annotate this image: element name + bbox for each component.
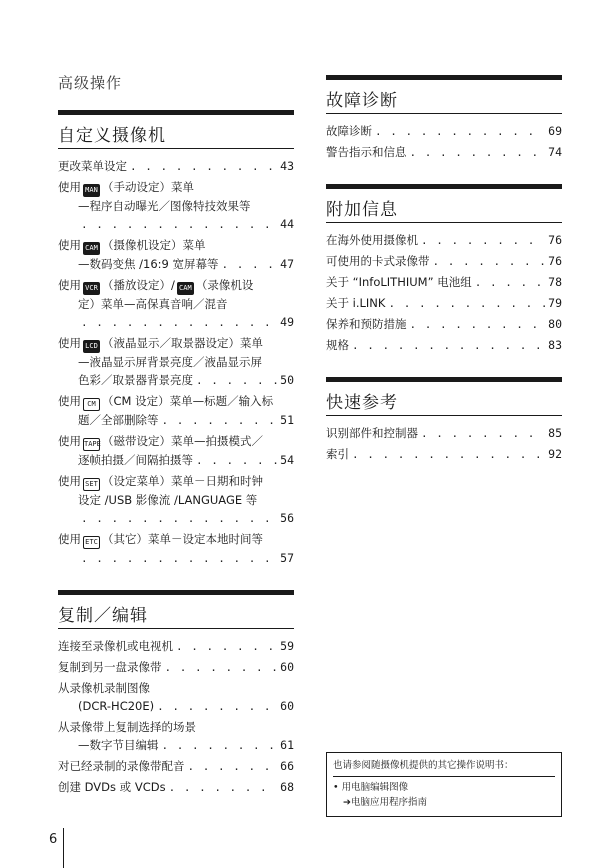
toc-entry[interactable]: 从录像机录制图像 (DCR-HC20E) . . . 60 <box>58 679 294 716</box>
section-title: 复制／编辑 <box>58 590 294 629</box>
page-number: 6 <box>49 832 58 847</box>
toc-entry[interactable]: 使用 CAM （摄像机设定）菜单 —数码变焦 /16:9 宽屏幕等 . . . 47 <box>58 236 294 274</box>
etc-menu-icon: ETC <box>83 536 100 549</box>
page-ref: 43 <box>280 159 294 173</box>
toc-entry[interactable]: 更改菜单设定 . . . 43 <box>58 157 294 176</box>
page-ref: 47 <box>280 257 294 271</box>
toc-entry[interactable]: 警告指示和信息 . . . 74 <box>326 143 562 162</box>
camera-settings-icon: CAM <box>83 242 100 255</box>
section-title: 故障诊断 <box>326 75 562 114</box>
section-dubbing <box>58 590 294 797</box>
toc-entry[interactable]: 故障诊断 . . . 69 <box>326 122 562 141</box>
page-ref: 50 <box>280 373 294 387</box>
cm-settings-icon: CM <box>83 398 100 411</box>
toc-entry[interactable]: 使用 SET （设定菜单）菜单－日期和时钟 设定 /USB 影像流 /LANGUAGE 等 . . . 56 <box>58 472 294 528</box>
playback-settings-icon: VCR <box>83 282 100 295</box>
section-troubleshooting <box>326 75 562 162</box>
toc-entry[interactable]: 创建 DVDs 或 VCDs . . . 68 <box>58 778 294 797</box>
right-column <box>326 75 562 486</box>
page-ref: 80 <box>548 317 562 331</box>
page-ref: 51 <box>280 413 294 427</box>
section-title: 快速参考 <box>326 377 562 416</box>
toc-entry[interactable]: 使用 LCD （液晶显示／取景器设定）菜单 —液晶显示屏背景亮度／液晶显示屏 色彩／取景器背景亮度 . . . 50 <box>58 334 294 390</box>
toc-entry[interactable]: 关于 “InfoLITHIUM” 电池组 . . . 78 <box>326 273 562 292</box>
page-ref: 44 <box>280 217 294 231</box>
page-ref: 76 <box>548 254 562 268</box>
page-ref: 60 <box>280 699 294 713</box>
section-custom <box>58 110 294 568</box>
note-item: • 用电脑编辑图像 <box>333 782 409 793</box>
page-ref: 83 <box>548 338 562 352</box>
page-ref: 85 <box>548 426 562 440</box>
toc-entry[interactable]: 保养和预防措施 . . . 80 <box>326 315 562 334</box>
page-ref: 74 <box>548 145 562 159</box>
page-ref: 68 <box>280 780 294 794</box>
page-ref: 54 <box>280 453 294 467</box>
note-header: 也请参阅随摄像机提供的其它操作说明书： <box>333 760 514 771</box>
toc-entry[interactable]: 连接至录像机或电视机 . . . 59 <box>58 637 294 656</box>
toc-entry[interactable]: 使用 ETC （其它）菜单－设定本地时间等 . . . 57 <box>58 530 294 568</box>
setup-menu-icon: SET <box>83 478 100 491</box>
page-ref: 61 <box>280 738 294 752</box>
toc-entry[interactable]: 使用 VCR （播放设定）/ CAM （录像机设 定）菜单—高保真音响／混音 . . . 49 <box>58 276 294 332</box>
toc-entry[interactable]: 关于 i.LINK . . . 79 <box>326 294 562 313</box>
divider <box>333 776 555 777</box>
lcd-settings-icon: LCD <box>83 340 100 353</box>
note-arrow-link: ➔电脑应用程序指南 <box>343 797 427 808</box>
toc-entry[interactable]: 使用 MAN （手动设定）菜单 —程序自动曝光／图像特技效果等 . . . 44 <box>58 178 294 234</box>
page-ref: 76 <box>548 233 562 247</box>
toc-entry[interactable]: 对已经录制的录像带配音 . . . 66 <box>58 757 294 776</box>
toc-entry[interactable]: 在海外使用摄像机 . . . 76 <box>326 231 562 250</box>
toc-entry[interactable]: 使用 CM （CM 设定）菜单—标题／输入标 题／全部删除等 . . . 51 <box>58 392 294 430</box>
left-column <box>58 110 294 819</box>
page-ref: 79 <box>548 296 562 310</box>
tape-settings-icon: TAPE <box>83 438 100 451</box>
section-additional-info <box>326 184 562 355</box>
page-ref: 69 <box>548 124 562 138</box>
toc-entry[interactable]: 规格 . . . 83 <box>326 336 562 355</box>
toc-entry[interactable]: 从录像带上复制选择的场景 —数字节目编辑 . . . 61 <box>58 718 294 755</box>
page-ref: 92 <box>548 447 562 461</box>
toc-entry[interactable]: 可使用的卡式录像带 . . . 76 <box>326 252 562 271</box>
toc-entry[interactable]: 使用 TAPE（磁带设定）菜单—拍摄模式／ 逐帧拍摄／间隔拍摄等 . . . 54 <box>58 432 294 470</box>
page-ref: 66 <box>280 759 294 773</box>
reference-note <box>326 752 562 817</box>
section-quick-reference <box>326 377 562 464</box>
page-title: 高级操作 <box>58 74 123 92</box>
page-rule <box>63 828 64 868</box>
section-title: 附加信息 <box>326 184 562 223</box>
page-ref: 57 <box>280 551 294 565</box>
toc-entry[interactable]: 识别部件和控制器 . . . 85 <box>326 424 562 443</box>
toc-entry[interactable]: 复制到另一盘录像带 . . . 60 <box>58 658 294 677</box>
page-ref: 56 <box>280 511 294 525</box>
section-title: 自定义摄像机 <box>58 110 294 149</box>
page-ref: 60 <box>280 660 294 674</box>
recorder-settings-icon: CAM <box>177 282 194 295</box>
toc-entry[interactable]: 索引 . . . 92 <box>326 445 562 464</box>
manual-settings-icon: MAN <box>83 184 100 197</box>
page-ref: 49 <box>280 315 294 329</box>
page-ref: 59 <box>280 639 294 653</box>
page-ref: 78 <box>548 275 562 289</box>
